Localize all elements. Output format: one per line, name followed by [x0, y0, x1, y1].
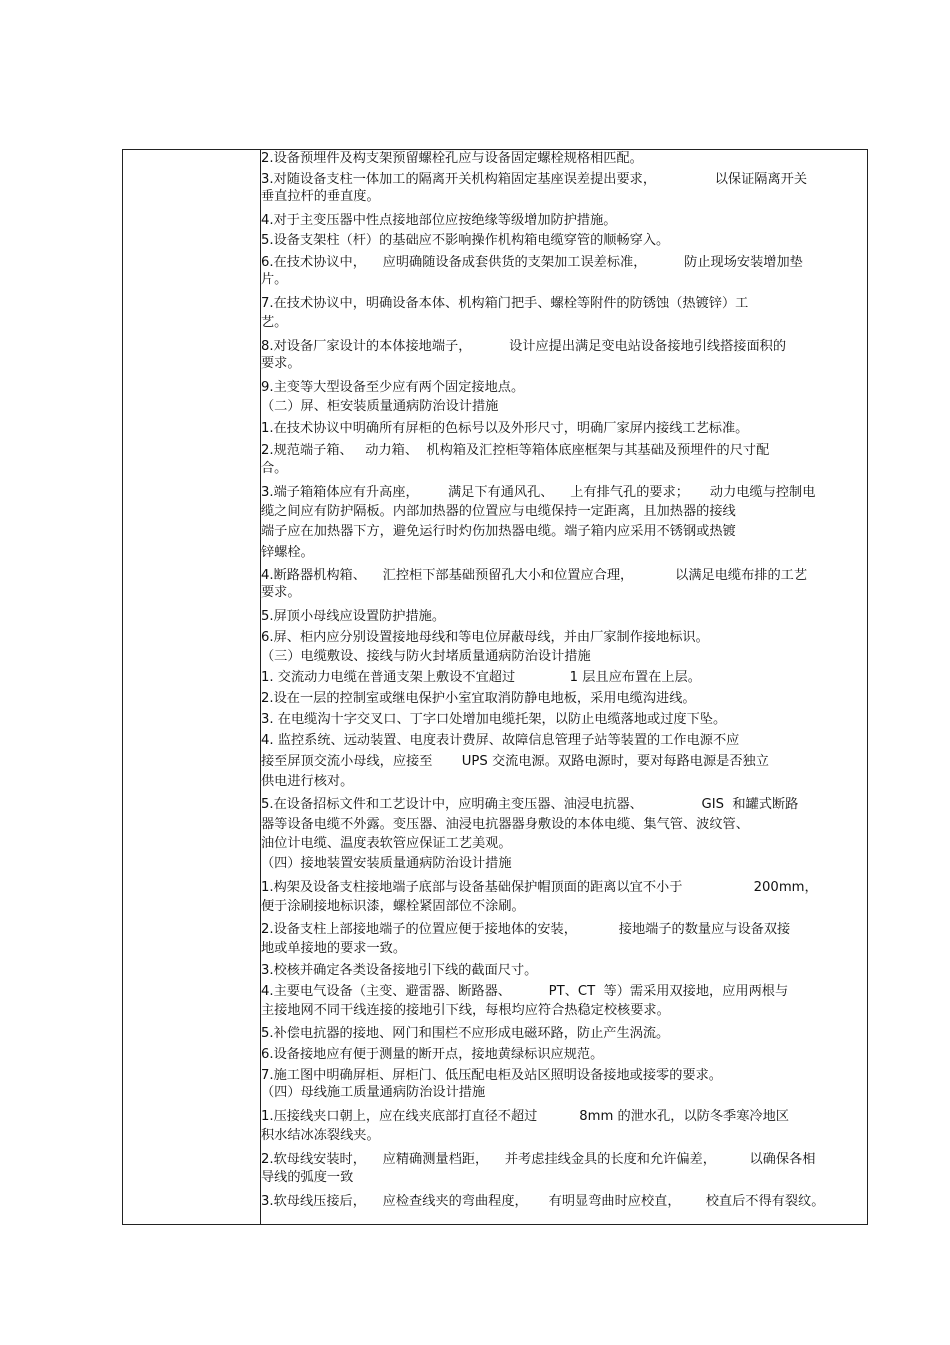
- text-line: 供电进行核对。: [261, 774, 354, 789]
- text-line: （三）电缆敷设、接线与防火封堵质量通病防治设计措施: [261, 649, 591, 664]
- text-line: 5.设备支架柱（杆）的基础应不影响操作机构箱电缆穿管的顺畅穿入。: [261, 233, 670, 248]
- text-line: 5.在设备招标文件和工艺设计中，应明确主变压器、油浸电抗器、 GIS 和罐式断路: [261, 797, 799, 812]
- document-table: [122, 149, 868, 1225]
- text-line: 4.对于主变压器中性点接地部位应按绝缘等级增加防护措施。: [261, 213, 617, 228]
- text-line: 2.设备支柱上部接地端子的位置应便于接地体的安装， 接地端子的数量应与设备双接: [261, 922, 791, 937]
- text-line: 2.设备预埋件及构支架预留螺栓孔应与设备固定螺栓规格相匹配。: [261, 151, 643, 166]
- text-line: 合。: [261, 461, 288, 476]
- text-line: 7.在技术协议中，明确设备本体、机构箱门把手、螺栓等附件的防锈蚀（热镀锌）工: [261, 296, 749, 311]
- text-line: 8.对设备厂家设计的本体接地端子， 设计应提出满足变电站设备接地引线搭接面积的: [261, 339, 787, 354]
- table-left-column: [123, 150, 261, 1224]
- text-line: 6.在技术协议中， 应明确随设备成套供货的支架加工误差标准， 防止现场安装增加垫: [261, 255, 803, 270]
- text-line: 5.补偿电抗器的接地、网门和围栏不应形成电磁环路，防止产生涡流。: [261, 1026, 670, 1041]
- text-line: 4. 监控系统、远动装置、电度表计费屏、故障信息管理子站等装置的工作电源不应: [261, 733, 740, 748]
- text-line: 3.软母线压接后， 应检查线夹的弯曲程度， 有明显弯曲时应校直， 校直后不得有裂纹。: [261, 1194, 825, 1209]
- text-line: 1. 交流动力电缆在普通支架上敷设不宜超过 1 层且应布置在上层。: [261, 670, 701, 685]
- text-line: 3. 在电缆沟十字交叉口、丁字口处增加电缆托架，以防止电缆落地或过度下坠。: [261, 712, 727, 727]
- text-line: 2.设在一层的控制室或继电保护小室宜取消防静电地板，采用电缆沟进线。: [261, 691, 696, 706]
- text-line: 便于涂刷接地标识漆，螺栓紧固部位不涂刷。: [261, 899, 525, 914]
- text-line: 1.在技术协议中明确所有屏柜的色标号以及外形尺寸，明确厂家屏内接线工艺标准。: [261, 421, 749, 436]
- text-line: 6.设备接地应有便于测量的断开点，接地黄绿标识应规范。: [261, 1047, 604, 1062]
- text-line: 主接地网不同干线连接的接地引下线，每根均应符合热稳定校核要求。: [261, 1003, 670, 1018]
- text-line: （二）屏、柜安装质量通病防治设计措施: [261, 399, 499, 414]
- text-line: 导线的弧度一致: [261, 1170, 354, 1185]
- text-line: 6.屏、柜内应分别设置接地母线和等电位屏蔽母线，并由厂家制作接地标识。: [261, 630, 709, 645]
- text-line: 3.校核并确定各类设备接地引下线的截面尺寸。: [261, 963, 538, 978]
- text-line: 要求。: [261, 356, 301, 371]
- text-line: 9.主变等大型设备至少应有两个固定接地点。: [261, 380, 525, 395]
- text-line: 器等设备电缆不外露。变压器、油浸电抗器器身敷设的本体电缆、集气管、波纹管、: [261, 817, 749, 832]
- text-line: 积水结冰冻裂线夹。: [261, 1128, 380, 1143]
- text-line: 3.端子箱箱体应有升高座， 满足下有通风孔、 上有排气孔的要求； 动力电缆与控制电: [261, 485, 816, 500]
- text-line: 油位计电缆、温度表软管应保证工艺美观。: [261, 836, 512, 851]
- text-line: 2.软母线安装时， 应精确测量档距， 并考虑挂线金具的长度和允许偏差， 以确保各相: [261, 1152, 816, 1167]
- text-line: 片。: [261, 272, 288, 287]
- text-line: 锌螺栓。: [261, 545, 314, 560]
- text-line: （四）接地装置安装质量通病防治设计措施: [261, 856, 512, 871]
- table-content-column: [261, 150, 867, 1224]
- text-line: 4.断路器机构箱、 汇控柜下部基础预留孔大小和位置应合理， 以满足电缆布排的工艺: [261, 568, 808, 583]
- text-line: 2.规范端子箱、 动力箱、 机构箱及汇控柜等箱体底座框架与其基础及预埋件的尺寸配: [261, 443, 770, 458]
- text-line: 地或单接地的要求一致。: [261, 941, 407, 956]
- text-line: 艺。: [261, 315, 288, 330]
- text-line: （四）母线施工质量通病防治设计措施: [261, 1085, 486, 1100]
- text-line: 7.施工图中明确屏柜、屏柜门、低压配电柜及站区照明设备接地或接零的要求。: [261, 1068, 722, 1083]
- text-line: 要求。: [261, 585, 301, 600]
- text-line: 接至屏顶交流小母线，应接至 UPS 交流电源。双路电源时，要对每路电源是否独立: [261, 754, 769, 769]
- text-line: 3.对随设备支柱一体加工的隔离开关机构箱固定基座误差提出要求， 以保证隔离开关: [261, 172, 808, 187]
- text-line: 1.构架及设备支柱接地端子底部与设备基础保护帽顶面的距离以宜不小于 200mm，: [261, 880, 818, 895]
- text-line: 端子应在加热器下方，避免运行时灼伤加热器电缆。端子箱内应采用不锈钢或热镀: [261, 524, 736, 539]
- text-line: 缆之间应有防护隔板。内部加热器的位置应与电缆保持一定距离，且加热器的接线: [261, 504, 736, 519]
- text-line: 1.压接线夹口朝上，应在线夹底部打直径不超过 8mm 的泄水孔，以防冬季寒冷地区: [261, 1109, 789, 1124]
- text-line: 4.主要电气设备（主变、避雷器、断路器、 PT、CT 等）需采用双接地，应用两根与: [261, 984, 789, 999]
- text-line: 垂直拉杆的垂直度。: [261, 189, 380, 204]
- text-line: 5.屏顶小母线应设置防护措施。: [261, 609, 446, 624]
